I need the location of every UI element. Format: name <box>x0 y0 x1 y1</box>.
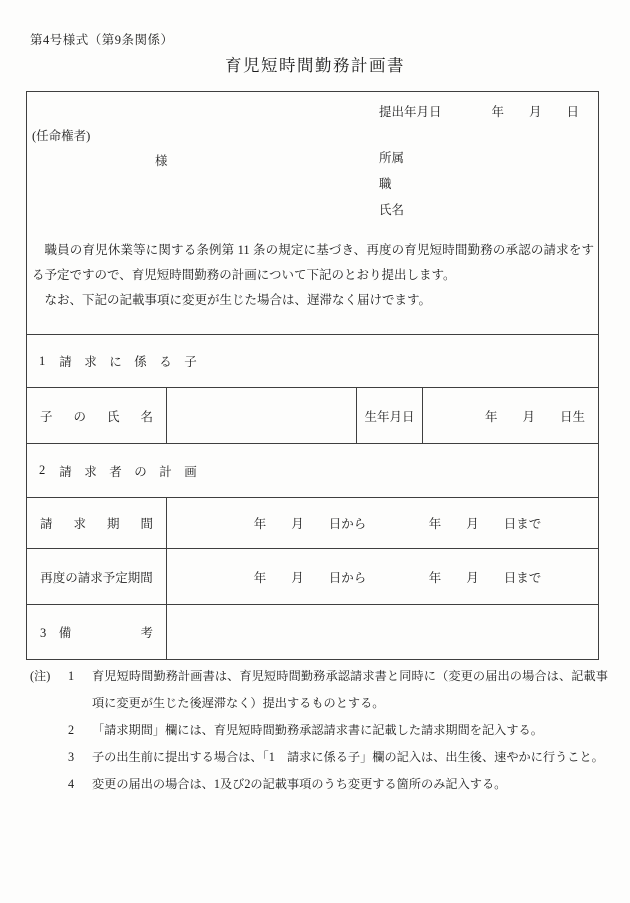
re-request-placeholder: 年 月 日から 年 月 日まで <box>253 570 542 585</box>
note-item <box>30 663 608 717</box>
child-name-row <box>27 387 598 443</box>
birth-date-placeholder: 年 月 日生 <box>484 409 585 424</box>
child-name-label: 子の氏名 <box>40 409 153 424</box>
name-label: 氏名 <box>379 203 405 217</box>
note-marker: (注) <box>30 669 51 683</box>
form-number: 第4号様式（第9条関係） <box>30 33 174 47</box>
notes-section <box>30 663 608 798</box>
request-period-label: 請求期間 <box>40 517 153 531</box>
child-name-label-cell <box>27 388 167 443</box>
remarks-label-first: 備 <box>58 626 72 640</box>
remarks-label-last: 考 <box>140 626 153 640</box>
request-period-row <box>27 497 598 548</box>
note-item <box>30 771 608 798</box>
applicant-block <box>379 145 404 223</box>
note-item <box>30 744 608 771</box>
birth-date-label: 生年月日 <box>364 409 415 424</box>
note-4-number: 4 <box>68 777 75 791</box>
section-2-title <box>27 444 598 497</box>
re-request-label-cell <box>27 549 167 604</box>
note-1-text: 育児短時間勤務計画書は、育児短時間勤務承認請求書と同時に（変更の届出の場合は、記載事項に変更が生じた後遅滞なく）提出するものとする。 <box>92 669 608 710</box>
position-label: 職 <box>379 177 392 191</box>
note-3-text: 子の出生前に提出する場合は、「1 請求に係る子」欄の記入は、出生後、速やかに行うこと。 <box>92 750 604 764</box>
section-2-number: 2 <box>39 463 46 477</box>
remarks-row <box>27 604 598 659</box>
note-3-number: 3 <box>68 750 75 764</box>
request-period-label-cell <box>27 498 167 548</box>
intro-paragraph-2: なお、下記の記載事項に変更が生じた場合は、遅滞なく届けでます。 <box>44 293 432 307</box>
section-2-header-row <box>27 443 598 497</box>
birth-date-value-cell <box>423 388 598 443</box>
re-request-value-cell <box>167 549 598 604</box>
form-outer-box <box>26 91 599 660</box>
remarks-value-cell <box>167 605 598 659</box>
re-request-label: 再度の請求予定期間 <box>40 570 153 585</box>
section-1-label: 請求に係る子 <box>59 355 210 369</box>
addressee-honorific: 様 <box>155 154 168 168</box>
request-period-placeholder: 年 月 日から 年 月 日まで <box>253 517 542 531</box>
intro-paragraph-1: 職員の育児休業等に関する条例第 11 条の規定に基づき、再度の育児短時間勤務の承認の請求をする予定ですので、育児短時間勤務の計画について下記のとおり提出します。 <box>32 243 594 282</box>
birth-date-label-cell <box>357 388 423 443</box>
section-1-number: 1 <box>39 353 46 368</box>
page-title: 育児短時間勤務計画書 <box>225 56 405 75</box>
intro-paragraphs <box>32 238 594 313</box>
submission-date-line: 提出年月日 年 月 日 <box>379 105 580 119</box>
remarks-number: 3 <box>40 626 47 640</box>
section-2-label: 請求者の計画 <box>59 464 210 479</box>
note-2-number: 2 <box>68 723 75 737</box>
note-4-text: 変更の届出の場合は、1及び2の記載事項のうち変更する箇所のみ記入する。 <box>92 777 507 791</box>
child-name-blank-cell <box>167 388 357 443</box>
request-period-value-cell <box>167 498 598 548</box>
section-1-title <box>27 335 598 387</box>
note-item <box>30 717 608 744</box>
appointer-label: (任命権者) <box>32 129 91 143</box>
re-request-period-row <box>27 548 598 604</box>
section-1-header-row <box>27 334 598 387</box>
remarks-number-and-first <box>40 623 71 641</box>
note-2-text: 「請求期間」欄には、育児短時間勤務承認請求書に記載した請求期間を記入する。 <box>92 723 543 737</box>
remarks-label-cell <box>27 605 167 659</box>
affiliation-label: 所属 <box>379 151 405 165</box>
note-1-number: 1 <box>68 669 75 683</box>
